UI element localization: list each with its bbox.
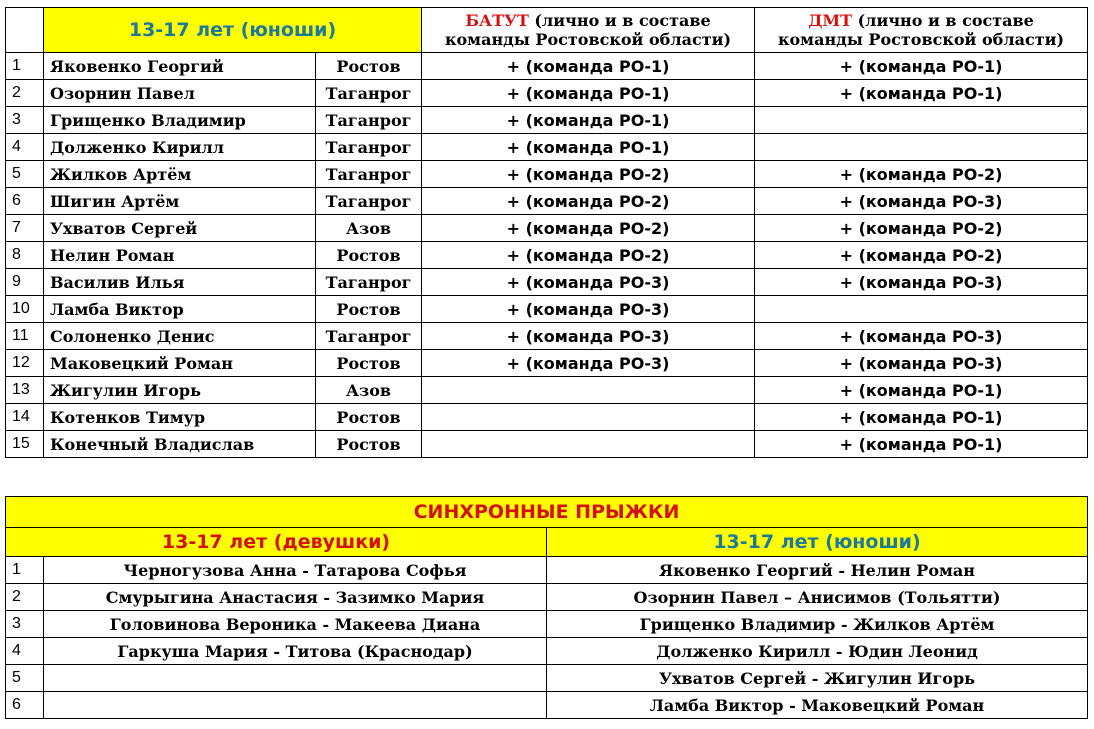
participant-name: Яковенко Георгий: [44, 53, 316, 80]
row-number: 10: [6, 296, 44, 323]
dmt-entry: + (команда РО-1): [755, 431, 1088, 458]
dmt-entry: + (команда РО-1): [755, 404, 1088, 431]
batut-entry: + (команда РО-1): [422, 80, 755, 107]
synchro-table: [5, 496, 1088, 719]
participant-city: Ростов: [316, 242, 422, 269]
participants-header-row: [6, 8, 1088, 53]
row-number: 4: [6, 638, 44, 665]
row-number: 5: [6, 665, 44, 692]
row-number: 7: [6, 215, 44, 242]
row-number: 15: [6, 431, 44, 458]
row-number: 14: [6, 404, 44, 431]
participant-name: Долженко Кирилл: [44, 134, 316, 161]
header-empty-cell: [6, 8, 44, 53]
participant-city: Ростов: [316, 53, 422, 80]
batut-entry: [422, 431, 755, 458]
synchro-subheader-row: [6, 528, 1088, 557]
boys-pair: Долженко Кирилл - Юдин Леонид: [547, 638, 1088, 665]
batut-entry: + (команда РО-1): [422, 107, 755, 134]
participant-name: Жилков Артём: [44, 161, 316, 188]
girls-pair: Черногузова Анна - Татарова Софья: [44, 557, 547, 584]
girls-pair: [44, 665, 547, 692]
batut-entry: + (команда РО-1): [422, 134, 755, 161]
dmt-entry: [755, 134, 1088, 161]
batut-entry: + (команда РО-1): [422, 53, 755, 80]
boys-pair: Ламба Виктор - Маковецкий Роман: [547, 692, 1088, 719]
batut-entry: + (команда РО-3): [422, 350, 755, 377]
row-number: 3: [6, 611, 44, 638]
synchro-title-cell: [6, 497, 1088, 528]
participant-city: Ростов: [316, 350, 422, 377]
dmt-header: [755, 8, 1088, 53]
batut-subtitle-1: (лично и в составе: [528, 11, 711, 30]
dmt-subtitle-1: (лично и в составе: [852, 11, 1034, 30]
participant-name: Ухватов Сергей: [44, 215, 316, 242]
table-row: [6, 692, 1088, 719]
batut-entry: [422, 377, 755, 404]
table-row: [6, 350, 1088, 377]
row-number: 1: [6, 557, 44, 584]
dmt-entry: [755, 296, 1088, 323]
participant-name: Ламба Виктор: [44, 296, 316, 323]
synchro-title-row: [6, 497, 1088, 528]
participants-table: [5, 7, 1088, 458]
participant-name: Котенков Тимур: [44, 404, 316, 431]
row-number: 3: [6, 107, 44, 134]
table-row: [6, 134, 1088, 161]
participant-name: Конечный Владислав: [44, 431, 316, 458]
dmt-entry: + (команда РО-2): [755, 161, 1088, 188]
boys-pair: Ухватов Сергей - Жигулин Игорь: [547, 665, 1088, 692]
table-row: [6, 665, 1088, 692]
dmt-entry: + (команда РО-2): [755, 242, 1088, 269]
participant-city: Азов: [316, 215, 422, 242]
participant-city: Таганрог: [316, 323, 422, 350]
row-number: 5: [6, 161, 44, 188]
dmt-entry: [755, 107, 1088, 134]
participant-city: Таганрог: [316, 161, 422, 188]
table-row: [6, 215, 1088, 242]
age-group-label: 13-17 лет (юноши): [128, 19, 337, 41]
boys-header-cell: [547, 528, 1088, 557]
dmt-subtitle-2: команды Ростовской области): [777, 30, 1065, 49]
table-row: [6, 431, 1088, 458]
batut-header: [422, 8, 755, 53]
table-row: [6, 584, 1088, 611]
table-row: [6, 404, 1088, 431]
participant-name: Жигулин Игорь: [44, 377, 316, 404]
table-row: [6, 188, 1088, 215]
girls-pair: Гаркуша Мария - Титова (Краснодар): [44, 638, 547, 665]
girls-pair: Смурыгина Анастасия - Зазимко Мария: [44, 584, 547, 611]
table-row: [6, 296, 1088, 323]
row-number: 2: [6, 584, 44, 611]
participant-city: Ростов: [316, 296, 422, 323]
table-row: [6, 323, 1088, 350]
batut-entry: + (команда РО-2): [422, 242, 755, 269]
participant-city: Таганрог: [316, 134, 422, 161]
table-row: [6, 269, 1088, 296]
dmt-entry: + (команда РО-3): [755, 188, 1088, 215]
batut-entry: + (команда РО-2): [422, 161, 755, 188]
girls-header: 13-17 лет (девушки): [161, 531, 391, 553]
dmt-entry: + (команда РО-2): [755, 215, 1088, 242]
dmt-entry: + (команда РО-3): [755, 269, 1088, 296]
row-number: 6: [6, 188, 44, 215]
participant-name: Грищенко Владимир: [44, 107, 316, 134]
batut-entry: + (команда РО-3): [422, 296, 755, 323]
girls-pair: Головинова Вероника - Макеева Диана: [44, 611, 547, 638]
dmt-entry: + (команда РО-3): [755, 323, 1088, 350]
girls-pair: [44, 692, 547, 719]
row-number: 12: [6, 350, 44, 377]
participant-city: Ростов: [316, 404, 422, 431]
table-row: [6, 80, 1088, 107]
participant-name: Нелин Роман: [44, 242, 316, 269]
participant-name: Озорнин Павел: [44, 80, 316, 107]
table-row: [6, 638, 1088, 665]
batut-entry: + (команда РО-2): [422, 188, 755, 215]
batut-subtitle-2: команды Ростовской области): [444, 30, 732, 49]
row-number: 4: [6, 134, 44, 161]
participant-name: Солоненко Денис: [44, 323, 316, 350]
synchro-title: СИНХРОННЫЕ ПРЫЖКИ: [413, 501, 680, 523]
table-row: [6, 557, 1088, 584]
boys-pair: Грищенко Владимир - Жилков Артём: [547, 611, 1088, 638]
boys-pair: Яковенко Георгий - Нелин Роман: [547, 557, 1088, 584]
participant-name: Шигин Артём: [44, 188, 316, 215]
participant-name: Василив Илья: [44, 269, 316, 296]
dmt-title: ДМТ: [808, 11, 853, 30]
row-number: 13: [6, 377, 44, 404]
dmt-entry: + (команда РО-1): [755, 53, 1088, 80]
row-number: 1: [6, 53, 44, 80]
dmt-entry: + (команда РО-3): [755, 350, 1088, 377]
row-number: 2: [6, 80, 44, 107]
batut-entry: + (команда РО-3): [422, 269, 755, 296]
age-group-header: [44, 8, 422, 53]
row-number: 11: [6, 323, 44, 350]
participant-city: Таганрог: [316, 188, 422, 215]
table-row: [6, 107, 1088, 134]
table-row: [6, 377, 1088, 404]
table-row: [6, 161, 1088, 188]
row-number: 9: [6, 269, 44, 296]
participant-name: Маковецкий Роман: [44, 350, 316, 377]
participant-city: Таганрог: [316, 269, 422, 296]
participant-city: Таганрог: [316, 107, 422, 134]
batut-title: БАТУТ: [465, 11, 529, 30]
dmt-entry: + (команда РО-1): [755, 80, 1088, 107]
participant-city: Таганрог: [316, 80, 422, 107]
batut-entry: + (команда РО-3): [422, 323, 755, 350]
table-row: [6, 242, 1088, 269]
batut-entry: + (команда РО-2): [422, 215, 755, 242]
table-row: [6, 53, 1088, 80]
row-number: 6: [6, 692, 44, 719]
batut-entry: [422, 404, 755, 431]
dmt-entry: + (команда РО-1): [755, 377, 1088, 404]
table-row: [6, 611, 1088, 638]
row-number: 8: [6, 242, 44, 269]
participant-city: Азов: [316, 377, 422, 404]
boys-header: 13-17 лет (юноши): [713, 531, 921, 553]
girls-header-cell: [6, 528, 547, 557]
participant-city: Ростов: [316, 431, 422, 458]
boys-pair: Озорнин Павел – Анисимов (Тольятти): [547, 584, 1088, 611]
